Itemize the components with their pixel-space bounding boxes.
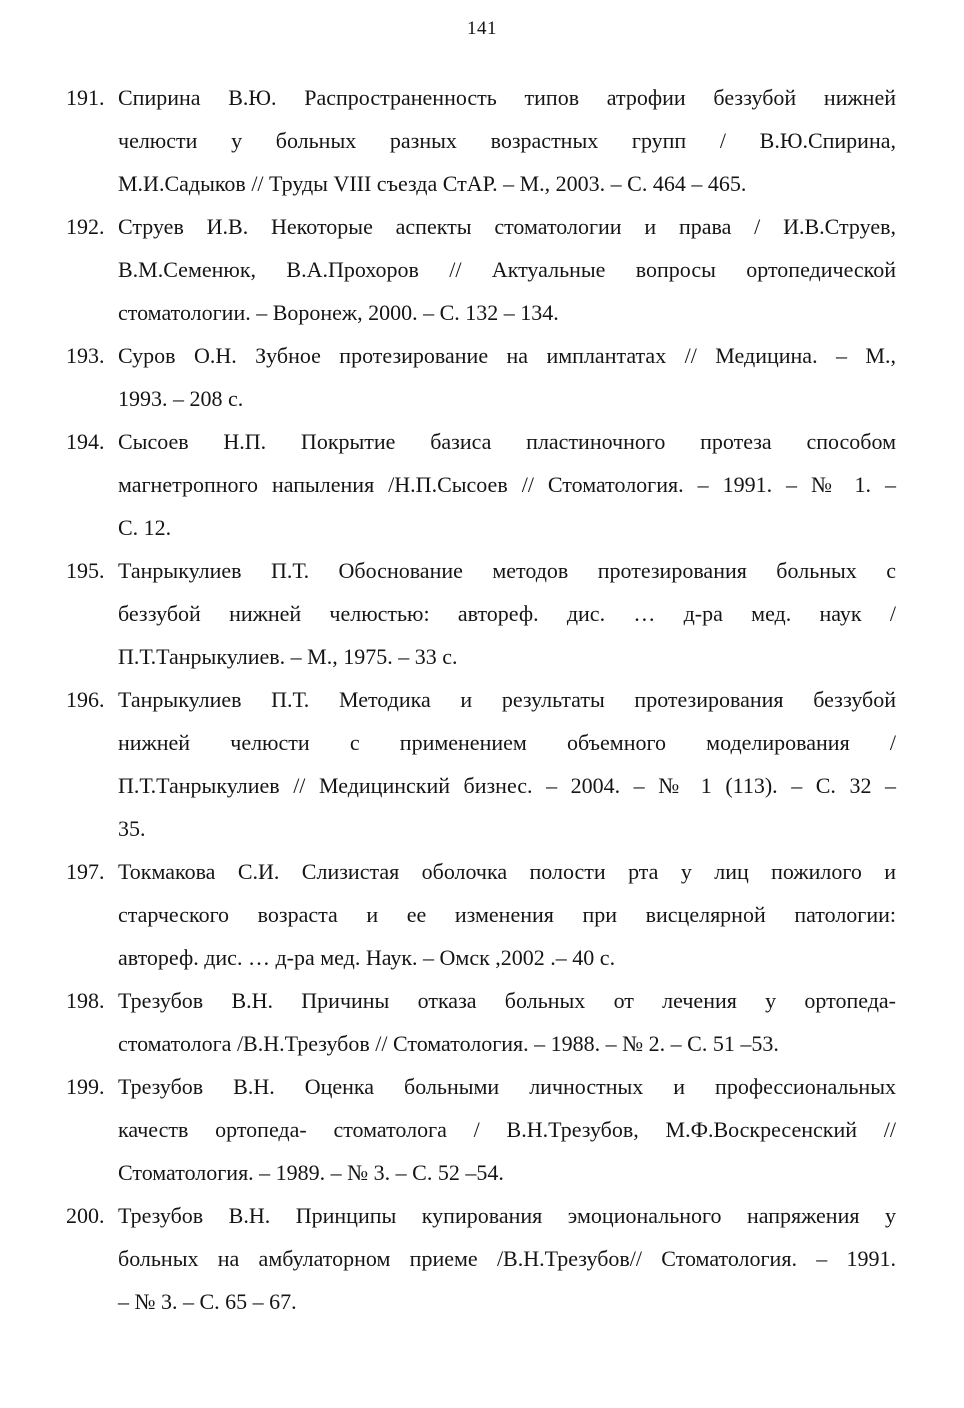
reference-number: 196. <box>66 687 105 712</box>
reference-number: 198. <box>66 988 105 1013</box>
reference-item <box>66 979 896 1065</box>
reference-text-line: больных на амбулаторном приеме /В.Н.Трезубов// Стоматология. – 1991. <box>118 1246 896 1271</box>
reference-text-line: В.М.Семенюк, В.А.Прохоров // Актуальные вопросы ортопедической <box>118 257 896 282</box>
reference-text-line: Стоматология. – 1989. – № 3. – С. 52 –54. <box>118 1160 504 1185</box>
reference-number: 200. <box>66 1203 105 1228</box>
reference-list <box>66 76 896 1323</box>
reference-text-line: Танрыкулиев П.Т. Методика и результаты протезирования беззубой <box>118 687 896 712</box>
reference-item <box>66 1065 896 1194</box>
reference-number: 193. <box>66 343 105 368</box>
reference-text-line: Струев И.В. Некоторые аспекты стоматологии и права / И.В.Струев, <box>118 214 896 239</box>
reference-number: 194. <box>66 429 105 454</box>
reference-number: 192. <box>66 214 105 239</box>
reference-text-line: – № 3. – С. 65 – 67. <box>118 1289 297 1314</box>
reference-text-line: качеств ортопеда- стоматолога / В.Н.Трезубов, М.Ф.Воскресенский // <box>118 1117 896 1142</box>
reference-item <box>66 76 896 205</box>
reference-item <box>66 678 896 850</box>
reference-item <box>66 850 896 979</box>
reference-item <box>66 205 896 334</box>
reference-text-line: Трезубов В.Н. Принципы купирования эмоционального напряжения у <box>118 1203 896 1228</box>
reference-text-line: автореф. дис. … д-ра мед. Наук. – Омск ,2002 .– 40 с. <box>118 945 616 970</box>
reference-text-line: Суров О.Н. Зубное протезирование на имплантатах // Медицина. – М., <box>118 343 896 368</box>
reference-number: 191. <box>66 85 105 110</box>
reference-text-line: стоматолога /В.Н.Трезубов // Стоматология. – 1988. – № 2. – С. 51 –53. <box>118 1031 779 1056</box>
reference-item <box>66 334 896 420</box>
reference-text-line: Трезубов В.Н. Оценка больными личностных и профессиональных <box>118 1074 896 1099</box>
reference-text-line: Танрыкулиев П.Т. Обоснование методов протезирования больных с <box>118 558 896 583</box>
reference-text-line: челюсти у больных разных возрастных групп / В.Ю.Спирина, <box>118 128 896 153</box>
reference-item <box>66 1194 896 1323</box>
reference-number: 197. <box>66 859 105 884</box>
reference-text-line: Токмакова С.И. Слизистая оболочка полости рта у лиц пожилого и <box>118 859 896 884</box>
reference-item <box>66 549 896 678</box>
reference-text-line: 1993. – 208 с. <box>118 386 244 411</box>
reference-number: 195. <box>66 558 105 583</box>
page-number: 141 <box>467 18 497 39</box>
reference-text-line: 35. <box>118 816 146 841</box>
reference-text-line: стоматологии. – Воронеж, 2000. – С. 132 – 134. <box>118 300 559 325</box>
reference-text-line: беззубой нижней челюстью: автореф. дис. … д-ра мед. наук / <box>118 601 896 626</box>
reference-text-line: Трезубов В.Н. Причины отказа больных от лечения у ортопеда- <box>118 988 896 1013</box>
reference-item <box>66 420 896 549</box>
reference-text-line: П.Т.Танрыкулиев. – М., 1975. – 33 с. <box>118 644 458 669</box>
reference-text-line: П.Т.Танрыкулиев // Медицинский бизнес. – 2004. – № 1 (113). – С. 32 – <box>118 773 896 798</box>
reference-text-line: Сысоев Н.П. Покрытие базиса пластиночного протеза способом <box>118 429 896 454</box>
reference-text-line: нижней челюсти с применением объемного моделирования / <box>118 730 896 755</box>
reference-number: 199. <box>66 1074 105 1099</box>
reference-text-line: старческого возраста и ее изменения при висцелярной патологии: <box>118 902 896 927</box>
reference-text-line: Спирина В.Ю. Распространенность типов атрофии беззубой нижней <box>118 85 896 110</box>
reference-text-line: С. 12. <box>118 515 172 540</box>
reference-text-line: магнетропного напыления /Н.П.Сысоев // Стоматология. – 1991. – № 1. – <box>118 472 896 497</box>
reference-text-line: М.И.Садыков // Труды VIII съезда СтАР. – М., 2003. – С. 464 – 465. <box>118 171 747 196</box>
